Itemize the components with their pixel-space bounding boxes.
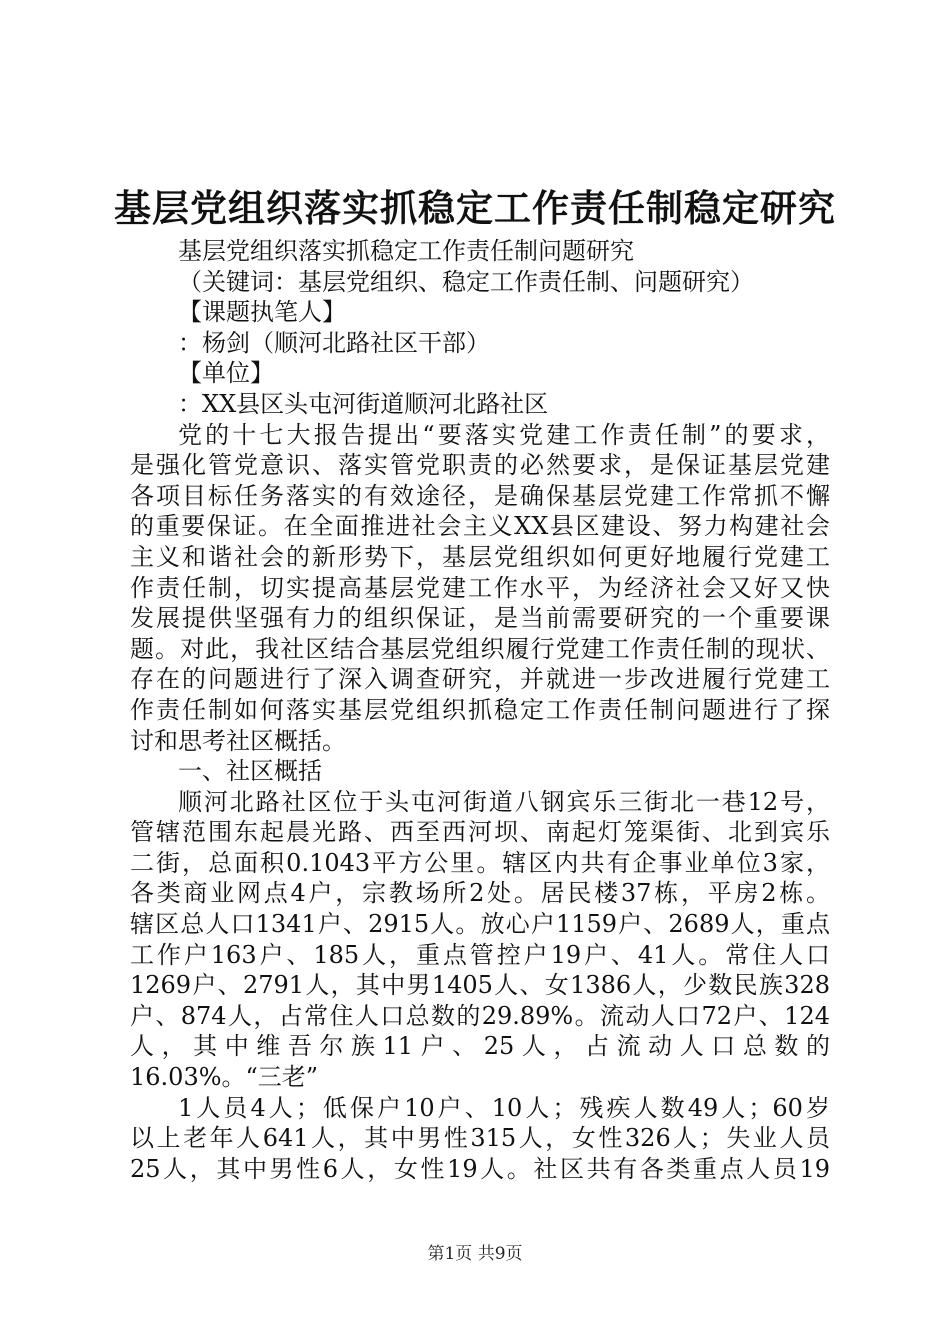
body-text-line: 工作户163户、185人，重点管控户19户、41人。常住人口 (130, 940, 830, 969)
body-text-line: 党的十七大报告提出“要落实党建工作责任制”的要求， (178, 420, 830, 449)
body-text-line: 的重要保证。在全面推进社会主义XX县区建设、努力构建社会 (130, 512, 830, 541)
body-text-line: 户、874人，占常住人口总数的29.89%。流动人口72户、124 (130, 1001, 830, 1030)
body-text-line: 作责任制如何落实基层党组织抓稳定工作责任制问题进行了探 (130, 695, 830, 724)
body-text-line: 顺河北路社区位于头屯河街道八钢宾乐三街北一巷12号， (178, 787, 830, 816)
body-text-line: 1人员4人；低保户10户、10人；残疾人数49人；60岁 (178, 1093, 830, 1122)
body-text-line: 主义和谐社会的新形势下，基层党组织如何更好地履行党建工 (130, 542, 830, 571)
body-text-line: ：XX县区头屯河街道顺河北路社区 (178, 389, 549, 418)
body-text-line: （关键词：基层党组织、稳定工作责任制、问题研究） (178, 267, 754, 296)
body-text-line: 1269户、2791人，其中男1405人、女1386人，少数民族328 (130, 971, 830, 1000)
body-text-line: 是强化管党意识、落实管党职责的必然要求，是保证基层党建 (130, 451, 830, 480)
body-text-line: 一、社区概括 (178, 757, 322, 786)
body-text-line: 以上老年人641人，其中男性315人，女性326人；失业人员 (130, 1124, 830, 1153)
body-text-line: 作责任制，切实提高基层党建工作水平，为经济社会又好又快 (130, 573, 830, 602)
document-title: 基层党组织落实抓稳定工作责任制稳定研究 (114, 186, 836, 230)
body-text-line: 基层党组织落实抓稳定工作责任制问题研究 (178, 237, 634, 265)
document-body (130, 236, 830, 1184)
body-text-line: 题。对此，我社区结合基层党组织履行党建工作责任制的现状、 (130, 634, 830, 663)
body-text-line: 讨和思考社区概括。 (130, 726, 346, 755)
body-text-line: 辖区总人口1341户、2915人。放心户1159户、2689人，重点 (130, 910, 830, 939)
body-text-line: 发展提供坚强有力的组织保证，是当前需要研究的一个重要课 (130, 604, 830, 633)
body-text-line: 【课题执笔人】 (178, 298, 346, 327)
page-footer: 第1页 共9页 (427, 1244, 523, 1264)
body-text-line: 16.03%。“三老” (130, 1063, 319, 1092)
body-text-line: 【单位】 (178, 359, 274, 388)
body-text-line: 各项目标任务落实的有效途径，是确保基层党建工作常抓不懈 (130, 481, 830, 510)
body-text-line: 人，其中维吾尔族11户、25人，占流动人口总数的 (130, 1032, 830, 1061)
body-text-line: ：杨剑（顺河北路社区干部） (178, 328, 490, 357)
body-text-line: 25人，其中男性6人，女性19人。社区共有各类重点人员19 (130, 1154, 830, 1183)
body-text-line: 二街，总面积0.1043平方公里。辖区内共有企事业单位3家， (130, 848, 830, 877)
body-text-line: 存在的问题进行了深入调查研究，并就进一步改进履行党建工 (130, 665, 830, 694)
body-text-line: 各类商业网点4户，宗教场所2处。居民楼37栋，平房2栋。 (130, 879, 830, 908)
body-text-line: 管辖范围东起晨光路、西至西河坝、南起灯笼渠街、北到宾乐 (130, 818, 830, 847)
